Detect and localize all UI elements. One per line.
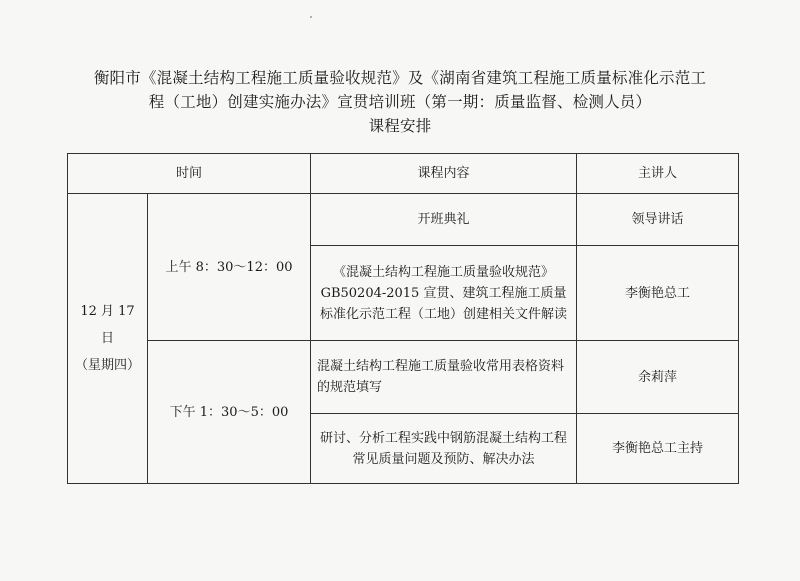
session-time-afternoon: 下午 1：30～5：00 — [148, 341, 311, 484]
course-schedule-table — [67, 153, 739, 484]
course-content: 开班典礼 — [311, 194, 577, 246]
header-content: 课程内容 — [311, 154, 577, 194]
table-row — [68, 341, 739, 414]
title-line-1: 衡阳市《混凝土结构工程施工质量验收规范》及《湖南省建筑工程施工质量标准化示范工 — [93, 69, 707, 87]
table-row — [68, 194, 739, 246]
course-content: 研讨、分析工程实践中钢筋混凝土结构工程常见质量问题及预防、解决办法 — [311, 414, 577, 484]
scan-speck — [310, 16, 312, 18]
title-line-3: 课程安排 — [368, 117, 432, 135]
course-speaker: 李衡艳总工 — [577, 246, 739, 341]
date-text: 12 月 17 日 — [80, 304, 135, 346]
document-title — [30, 66, 770, 138]
weekday-text: （星期四） — [74, 358, 140, 373]
header-time: 时间 — [68, 154, 311, 194]
session-time-morning: 上午 8：30～12：00 — [148, 194, 311, 341]
course-content: 混凝土结构工程施工质量验收常用表格资料的规范填写 — [311, 341, 577, 414]
course-speaker: 领导讲话 — [577, 194, 739, 246]
date-cell — [68, 194, 148, 484]
table-header-row — [68, 154, 739, 194]
course-speaker: 李衡艳总工主持 — [577, 414, 739, 484]
header-speaker: 主讲人 — [577, 154, 739, 194]
course-content: 《混凝土结构工程施工质量验收规范》GB50204-2015 宣贯、建筑工程施工质量标准化示范工程（工地）创建相关文件解读 — [311, 246, 577, 341]
course-speaker: 余莉萍 — [577, 341, 739, 414]
title-line-2: 程（工地）创建实施办法》宣贯培训班（第一期：质量监督、检测人员） — [148, 93, 652, 111]
